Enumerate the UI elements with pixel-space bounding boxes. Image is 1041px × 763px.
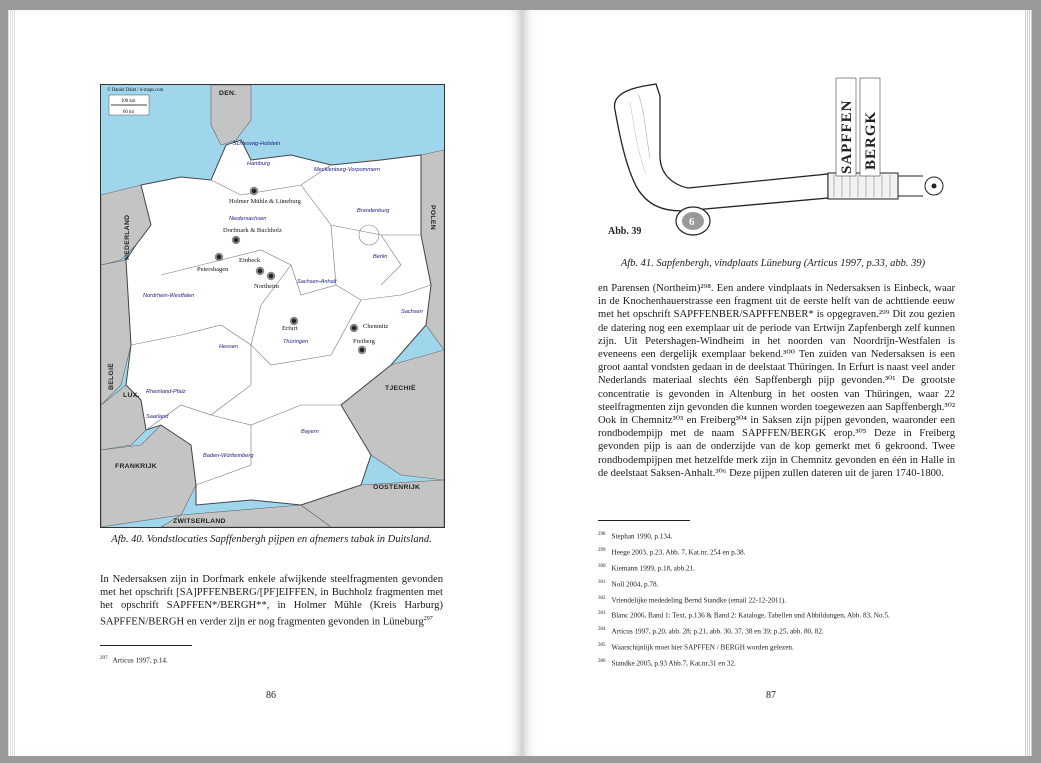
map-scale-km: 100 km: [121, 99, 136, 104]
footnote-text: Stephan 1990, p.134.: [611, 532, 673, 541]
svg-text:6: 6: [689, 216, 695, 228]
region-rheinland-pfalz: Rheinland-Pfalz: [146, 389, 186, 395]
footnote-item: [598, 528, 968, 544]
footnote-item: [598, 655, 968, 671]
country-tjechie: TJECHIË: [385, 385, 416, 392]
footnote-number: 298: [598, 532, 606, 537]
findspot-erfurt: Erfurt: [282, 325, 298, 332]
footnote-text: Waarschijnlijk moet hier SAPFFEN / BERGH worden gelezen.: [611, 643, 794, 652]
findspot-dorfmark: Dorfmark & Buchholz: [223, 227, 282, 234]
footnote-text: Vriendelijke mededeling Bernd Standke (email 22-12-2011).: [611, 595, 787, 604]
country-zwitserland: ZWITSERLAND: [173, 518, 226, 525]
findspot-freiberg: Freiberg: [353, 338, 375, 345]
footnote-number: 303: [598, 611, 606, 617]
left-page: [8, 10, 522, 756]
footnote-number: 304: [598, 627, 606, 633]
region-mecklenburg-vorpommern: Mecklenburg-Vorpommern: [314, 167, 381, 173]
left-paragraph: [100, 573, 443, 628]
region-hamburg: Hamburg: [247, 161, 271, 167]
map-copyright: © Daniel Dalet / d-maps.com: [107, 88, 164, 93]
pipe-graphic: [598, 66, 948, 246]
pipe-drawing: [598, 66, 948, 246]
findspot-chemnitz: Chemnitz: [363, 323, 389, 330]
page-edge-right: [1024, 10, 1032, 756]
footnote-rule-right: [598, 520, 690, 521]
footnote-text: Articus 1997, p.20, abb. 28; p.21, abb. 30, 37, 38 en 39; p.25, abb. 80, 82.: [611, 627, 824, 636]
country-nederland: NEDERLAND: [124, 214, 131, 260]
figure-label-abb-39: Abb. 39: [608, 226, 642, 237]
page-number-left: 86: [266, 690, 276, 701]
country-den: DEN.: [219, 90, 237, 97]
footnote-number: 301: [598, 579, 606, 585]
region-hessen: Hessen: [219, 344, 238, 350]
page-edge-left: [8, 10, 16, 756]
footnote-text: Articus 1997, p.14.: [112, 656, 168, 665]
findspot-holmer-muhle: Holmer Mühle & Lüneburg: [229, 198, 301, 205]
region-sachsen: Sachsen: [401, 309, 423, 315]
footnote-number: 297: [100, 656, 108, 661]
page-number-right: 87: [766, 690, 776, 701]
region-sachsen-anhalt: Sachsen-Anhalt: [297, 279, 337, 285]
footnote-rule-left: [100, 645, 192, 646]
right-page: [522, 10, 1032, 756]
country-polen: POLEN: [429, 205, 436, 230]
right-paragraph: en Parensen (Northeim)²⁹⁸. Een andere vindplaats in Nedersaksen is Einbeck, waar in de Knochenhauerstrasse een fragment uit de eerste helft van de achttiende eeuw met het opschrift SAPFFENBER/SAPFFENBER* is opgegraven.²⁹⁹ Dit zou gezien de datering nog een exemplaar uit de periode van Ertwijn Zapfenbergh zelf kunnen zijn. Uit Petershagen-Windheim in het noorden van Noordrijn-Westfalen is eveneens een dergelijk exemplaar bekend.³⁰⁰ Ten zuiden van Nedersaksen is een groot aantal vondsten gedaan in de deelstaat Thüringen. In Erfurt is naast veel ander Nederlands materiaal slechts één Sapffenbergh pijp gevonden.³⁰¹ De grootste concentratie is gevonden in Altenburg in het oosten van Thüringen, waar 22 steelfragmenten zijn gevonden die kunnen worden toegewezen aan Sapffenbergh.³⁰² Ook in Chemnitz³⁰³ en Freiberg³⁰⁴ in Saksen zijn pijpen gevonden, waaronder een rondbodempijp met de naam SAPFFEN/BERGK erop.³⁰⁵ Deze in Freiberg gevonden pijp is aan de onderzijde van de kop gemerkt met 6 gekroond. Twee rondbodempijpen met hetzelfde merk zijn in Chemnitz gevonden en één in Halle in de deelstaat Saksen-Anhalt.³⁰⁶ Deze pijpen zullen dateren uit de jaren 1740-1800.: [598, 283, 955, 479]
map-scale-mi: 60 mi: [123, 110, 135, 115]
country-belgie: BELGIË: [108, 362, 115, 390]
footnote-item: [598, 607, 968, 623]
open-book: [8, 10, 1032, 756]
region-berlin: Berlin: [373, 254, 388, 260]
pipe-caption: Afb. 41. Sapfenbergh, vindplaats Lüneburg (Articus 1997, p.33, abb. 39): [620, 258, 926, 269]
region-thuringen: Thüringen: [283, 339, 309, 345]
stamp-line-1: SAPFFEN: [839, 99, 855, 174]
map-graphic: [101, 85, 444, 527]
footnote-item: [598, 560, 968, 576]
footnote-number: 300: [598, 563, 606, 569]
footnote-item: [598, 592, 968, 608]
footnote-number: 302: [598, 595, 606, 601]
left-paragraph-text: In Nedersaksen zijn in Dorfmark enkele afwijkende steelfragmenten gevonden met het opschrift [SA]PFFENBERG/[PF]EIFFEN, in Buchholz fragmenten met het opschrift SAPFFEN*/BERGH**, in Holmer Mühle (Kreis Harburg) SAPFFEN/BERGH en verder zijn er nog fragmenten gevonden in Lüneburg: [100, 574, 443, 628]
region-niedersachsen: Niedersachsen: [229, 216, 267, 222]
footnote-number: 299: [598, 547, 606, 553]
footnote-number: 306: [598, 659, 606, 665]
region-nordrhein-westfalen: Nordrhein-Westfalen: [143, 293, 195, 299]
region-saarland: Saarland: [146, 414, 169, 420]
footnote-number: 305: [598, 643, 606, 649]
country-lux: LUX.: [123, 392, 140, 399]
left-note-ref: 297: [423, 615, 433, 622]
germany-map: [100, 84, 445, 528]
region-brandenburg: Brandenburg: [357, 208, 390, 214]
footnote-item: [598, 544, 968, 560]
footnote-text: Standke 2005, p.93 Abb.7, Kat.nr.31 en 32.: [611, 659, 736, 668]
region-bayern: Bayern: [301, 429, 319, 435]
map-caption: Afb. 40. Vondstlocaties Sapffenbergh pijpen en afnemers tabak in Duitsland.: [111, 534, 432, 545]
footnote-text: Kiemann 1999, p.18, abb.21.: [611, 564, 695, 573]
findspot-einbeck: Einbeck: [239, 257, 261, 264]
region-baden-wurttemberg: Baden-Württemberg: [203, 453, 254, 459]
footnote-left: [100, 652, 443, 668]
footnote-text: Noll 2004, p.78.: [611, 580, 659, 589]
footnote-item: [598, 639, 968, 655]
region-schleswig-holstein: Schleswig-Holstein: [233, 141, 281, 147]
footnote-item: [598, 623, 968, 639]
country-oostenrijk: OOSTENRIJK: [373, 484, 421, 491]
footnote-text: Blanc 2006, Band 1: Text, p.136 & Band 2: Kataloge, Tabellen und Abbildungen, Abb. 83, No.5.: [611, 611, 890, 620]
footnote-item: [598, 576, 968, 592]
footnote-text: Heege 2003, p.23, Abb. 7, Kat.nr. 254 en p.38.: [611, 548, 746, 557]
stamp-line-2: BERGK: [863, 110, 879, 170]
footnotes-right: [598, 528, 968, 671]
country-frankrijk: FRANKRIJK: [115, 463, 157, 470]
findspot-petershagen: Petershagen: [197, 266, 229, 273]
findspot-northeim: Northeim: [254, 283, 279, 290]
